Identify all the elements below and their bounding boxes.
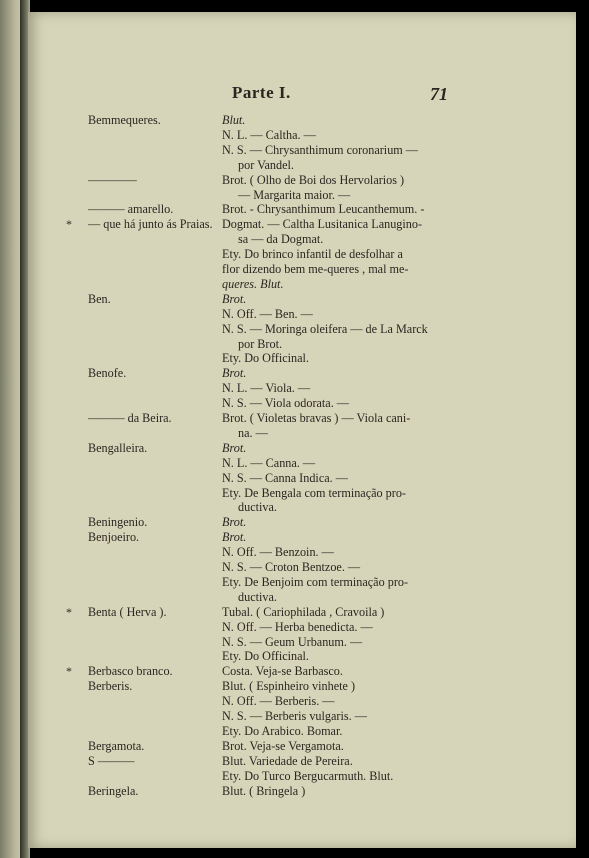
entry-definition: flor dizendo bem me-queres , mal me- [222,262,409,276]
entry-row [0,589,589,605]
entry-definition: Blut. ( Bringela ) [222,783,306,798]
entry-definition: N. L. — Canna. — [222,455,316,470]
entry-definition: Ety. Do Arabico. Bomar. [222,723,343,738]
entry-definition: Brot. [222,530,247,545]
entry-definition: N. Off. — Benzoin. — [222,545,334,560]
entry-definition: N. L. — Viola. — [222,381,311,396]
entry-definition: N. L. — Caltha. — [222,127,316,142]
entry-definition: Blut. Variedade de Pereira. [222,753,353,768]
entry-definition: Brot. [222,440,247,455]
entry-row [0,499,589,515]
entry-row [0,380,589,396]
entry-definition: Ety. Do Officinal. [222,649,309,664]
entry-term: Beringela. [88,783,139,798]
entry-definition: Brot. [222,291,247,306]
entry-definition: Ety. Do brinco infantil de desfolhar a [222,247,403,262]
entry-definition: por Vandel. [238,157,294,172]
entry-definition: N. S. — Moringa oleifera — de La Marck [222,321,428,336]
entry-row [0,440,589,456]
entry-definition: N. S. — Berberis vulgaris. — [222,709,367,723]
entry-definition: ductiva. [238,589,277,604]
entry-row [0,559,589,575]
entry-term: S ——— [88,753,135,768]
entry-definition: Brot. ( Olho de Boi dos Hervolarios ) [222,172,405,187]
entry-definition: N. S. — Viola odorata. — [222,396,349,411]
entry-row [0,157,589,173]
entry-term: ——— amarello. [88,202,174,217]
entry-row [0,216,589,232]
entry-row [0,634,589,650]
asterisk-marker: * [66,664,72,679]
entry-definition: N. Off. — Ben. — [222,306,313,321]
entry-definition: — Margarita maior. — [238,187,351,202]
entry-term: Berbasco branco. [88,664,173,679]
entry-row [0,187,589,203]
entry-definition: Brot. - Chrysanthimum Leucanthemum. - [222,202,425,217]
entry-definition: Ety. De Bengala com terminação pro- [222,485,406,500]
entry-row [0,783,589,799]
asterisk-marker: * [66,604,72,619]
entry-term: Bengalleira. [88,440,148,455]
entry-term: Ben. [88,291,111,306]
entry-definition: Dogmat. — Caltha Lusitanica Lanugino- [222,217,423,232]
entry-row [0,112,589,128]
entry-row [0,678,589,694]
entry-row [0,246,589,262]
entry-row [0,529,589,545]
entry-definition: Brot. [222,366,247,381]
entry-definition: Brot. Veja-se Vergamota. [222,738,344,753]
entry-row [0,142,589,158]
entry-term: Beningenio. [88,515,148,530]
entry-row [0,619,589,635]
entry-term: Berberis. [88,679,133,694]
entry-term: — que há junto ás Praias. [88,217,213,232]
entry-term: Bergamota. [88,738,145,753]
entry-definition: Blut. [222,113,246,127]
entry-definition: Brot. ( Violetas bravas ) — Viola cani- [222,411,411,425]
entry-row [0,201,589,217]
entry-row [0,648,589,664]
entry-definition: N. S. — Geum Urbanum. — [222,634,363,649]
entry-term: Benjoeiro. [88,530,140,545]
entry-row [0,425,589,441]
entry-row [0,365,589,381]
entry-row [0,574,589,590]
entry-row [0,127,589,143]
entry-row [0,231,589,247]
entry-row [0,768,589,784]
entry-row [0,395,589,411]
entry-term: Benta ( Herva ). [88,604,167,619]
entry-definition: Tubal. ( Cariophilada , Cravoila ) [222,604,385,619]
entry-row [0,738,589,754]
entry-term: Bemmequeres. [88,113,161,127]
entry-row [0,276,589,292]
entry-definition: na. — [238,425,268,440]
entry-row [0,350,589,366]
entry-definition: Ety. De Benjoim com terminação pro- [222,574,409,589]
page-number: 71 [430,84,448,104]
entry-definition: ductiva. [238,500,277,515]
running-header: Parte I. [232,83,291,102]
entry-definition: Ety. Do Turco Bergucarmuth. Blut. [222,768,394,783]
entry-term: ——— da Beira. [88,411,172,425]
entry-row [0,470,589,486]
entry-definition: N. S. — Croton Bentzoe. — [222,560,361,574]
entry-row [0,708,589,724]
entry-row [0,455,589,471]
entry-term: Benofe. [88,366,127,381]
entry-definition: queres. Blut. [222,276,284,291]
entry-row [0,485,589,501]
entry-row [0,604,589,620]
entry-row [0,753,589,769]
entry-term: ———— [88,172,137,187]
entry-definition: Ety. Do Officinal. [222,351,309,366]
entry-row [0,261,589,277]
entry-definition: sa — da Dogmat. [238,232,324,247]
entry-definition: N. S. — Canna Indica. — [222,470,348,485]
entry-definition: Blut. ( Espinheiro vinhete ) [222,679,356,694]
entry-definition: Brot. [222,515,247,530]
entry-row [0,663,589,679]
entry-row [0,723,589,739]
entry-definition: Costa. Veja-se Barbasco. [222,664,343,679]
entry-row [0,321,589,337]
entry-row [0,306,589,322]
entry-row [0,693,589,709]
entry-definition: N. Off. — Berberis. — [222,694,335,709]
entry-row [0,172,589,188]
entry-definition: N. Off. — Herba benedicta. — [222,619,373,634]
entry-row [0,544,589,560]
entry-row [0,291,589,307]
entry-row [0,336,589,352]
entry-definition: N. S. — Chrysanthimum coronarium — [222,142,418,157]
entry-row [0,410,589,426]
asterisk-marker: * [66,217,72,232]
entry-definition: por Brot. [238,336,283,351]
entry-row [0,514,589,530]
